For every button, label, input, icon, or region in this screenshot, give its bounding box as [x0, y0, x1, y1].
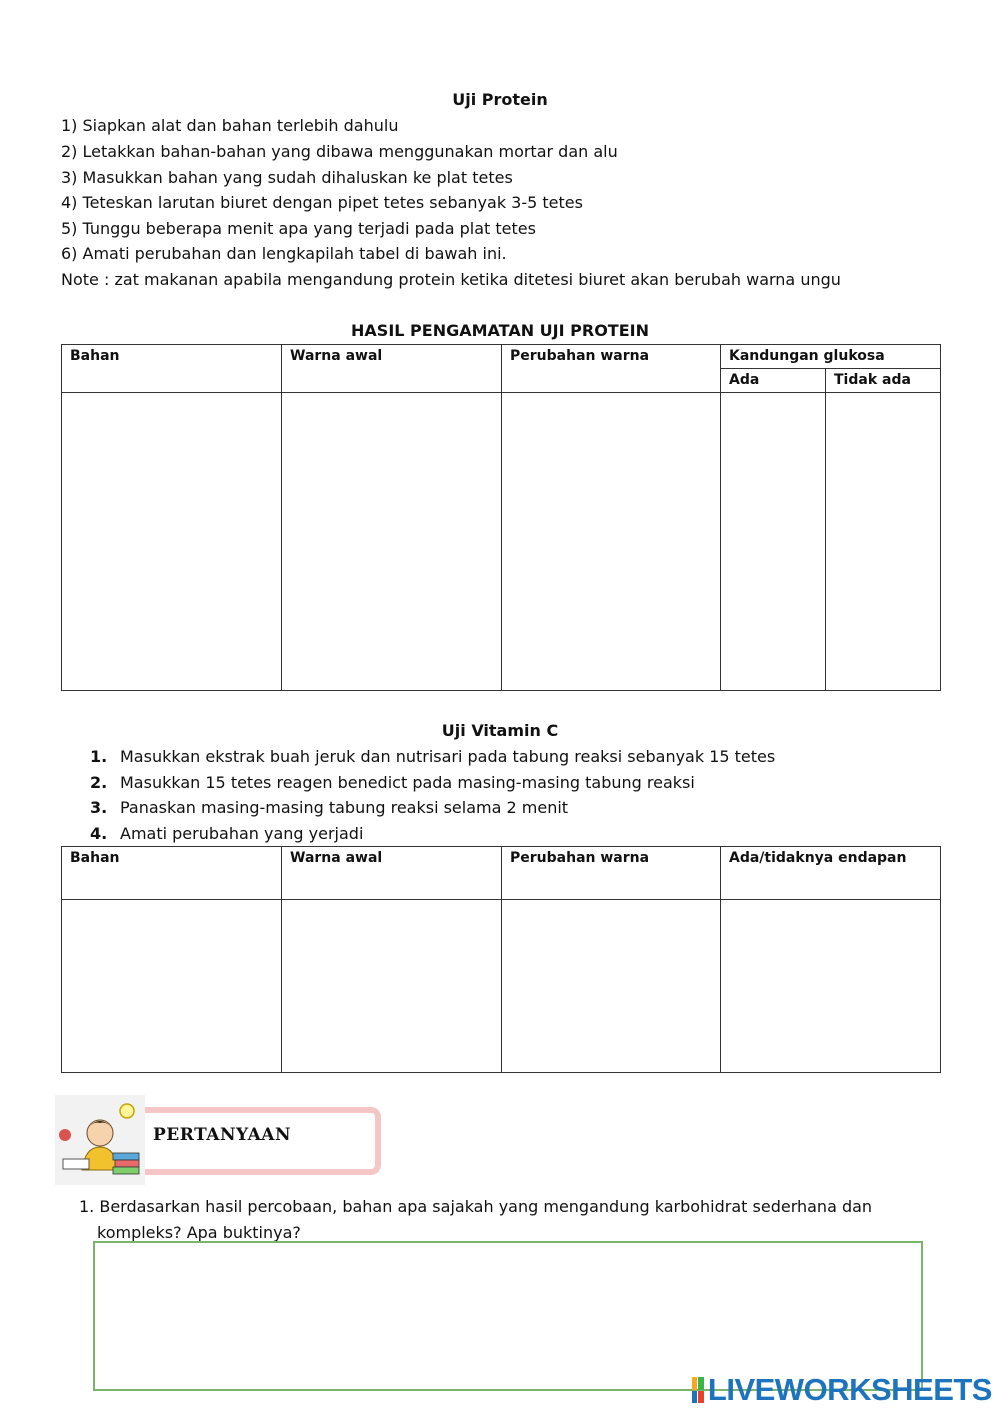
liveworksheets-watermark — [692, 1372, 992, 1408]
protein-cell-perubahan[interactable] — [502, 393, 721, 691]
vitc-step-2-text: Masukkan 15 tetes reagen benedict pada masing-masing tabung reaksi — [120, 773, 695, 792]
answer-textbox-1[interactable] — [93, 1241, 923, 1391]
pertanyaan-label: PERTANYAAN — [153, 1125, 291, 1145]
vitc-header-bahan: Bahan — [62, 847, 282, 900]
liveworksheets-logo-icon — [692, 1377, 704, 1403]
protein-cell-tidak-ada[interactable] — [826, 393, 941, 691]
protein-step-3: 3) Masukkan bahan yang sudah dihaluskan ke plat tetes — [61, 168, 513, 187]
protein-title: Uji Protein — [452, 90, 548, 109]
protein-cell-bahan[interactable] — [62, 393, 282, 691]
vitc-step-3-text: Panaskan masing-masing tabung reaksi selama 2 menit — [120, 798, 569, 817]
vitc-step-3-num: 3. — [90, 798, 108, 817]
protein-step-1: 1) Siapkan alat dan bahan terlebih dahulu — [61, 116, 399, 135]
protein-cell-warna-awal[interactable] — [282, 393, 502, 691]
vitc-header-perubahan: Perubahan warna — [502, 847, 721, 900]
vitc-step-1 — [90, 746, 775, 768]
vitc-cell-bahan[interactable] — [62, 900, 282, 1073]
vitc-cell-endapan[interactable] — [721, 900, 941, 1073]
protein-step-5: 5) Tunggu beberapa menit apa yang terjadi pada plat tetes — [61, 219, 536, 238]
protein-header-warna-awal: Warna awal — [282, 345, 502, 393]
student-studying-illustration — [55, 1095, 145, 1185]
protein-header-perubahan: Perubahan warna — [502, 345, 721, 393]
protein-step-2: 2) Letakkan bahan-bahan yang dibawa menggunakan mortar dan alu — [61, 142, 618, 161]
vitc-step-3 — [90, 797, 568, 819]
protein-step-6: 6) Amati perubahan dan lengkapilah tabel di bawah ini. — [61, 244, 507, 263]
vitc-step-4-text: Amati perubahan yang yerjadi — [120, 824, 364, 843]
protein-note: Note : zat makanan apabila mengandung protein ketika ditetesi biuret akan berubah warna ungu — [61, 270, 841, 289]
protein-step-4: 4) Teteskan larutan biuret dengan pipet tetes sebanyak 3-5 tetes — [61, 193, 583, 212]
vitc-cell-perubahan[interactable] — [502, 900, 721, 1073]
vitc-title: Uji Vitamin C — [441, 721, 559, 740]
protein-results-table — [61, 344, 941, 691]
vitc-results-table — [61, 846, 941, 1073]
protein-header-tidak-ada: Tidak ada — [826, 369, 941, 393]
question-1-line-1: 1. Berdasarkan hasil percobaan, bahan apa sajakah yang mengandung karbohidrat sederhana dan — [79, 1197, 873, 1216]
question-1-line-2: kompleks? Apa buktinya? — [97, 1223, 301, 1242]
liveworksheets-text: LIVEWORKSHEETS — [707, 1372, 992, 1407]
protein-header-kandungan: Kandungan glukosa — [721, 345, 941, 369]
vitc-header-endapan: Ada/tidaknya endapan — [721, 847, 941, 900]
protein-cell-ada[interactable] — [721, 393, 826, 691]
vitc-step-4-num: 4. — [90, 824, 108, 843]
protein-header-bahan: Bahan — [62, 345, 282, 393]
vitc-step-2 — [90, 772, 695, 794]
vitc-step-4 — [90, 823, 363, 845]
protein-header-ada: Ada — [721, 369, 826, 393]
student-illustration-icon — [55, 1095, 145, 1185]
pertanyaan-banner — [55, 1095, 385, 1175]
protein-table-title: HASIL PENGAMATAN UJI PROTEIN — [351, 321, 649, 340]
vitc-step-1-text: Masukkan ekstrak buah jeruk dan nutrisari pada tabung reaksi sebanyak 15 tetes — [120, 747, 776, 766]
vitc-step-2-num: 2. — [90, 773, 108, 792]
vitc-step-1-num: 1. — [90, 747, 108, 766]
vitc-cell-warna-awal[interactable] — [282, 900, 502, 1073]
vitc-header-warna-awal: Warna awal — [282, 847, 502, 900]
